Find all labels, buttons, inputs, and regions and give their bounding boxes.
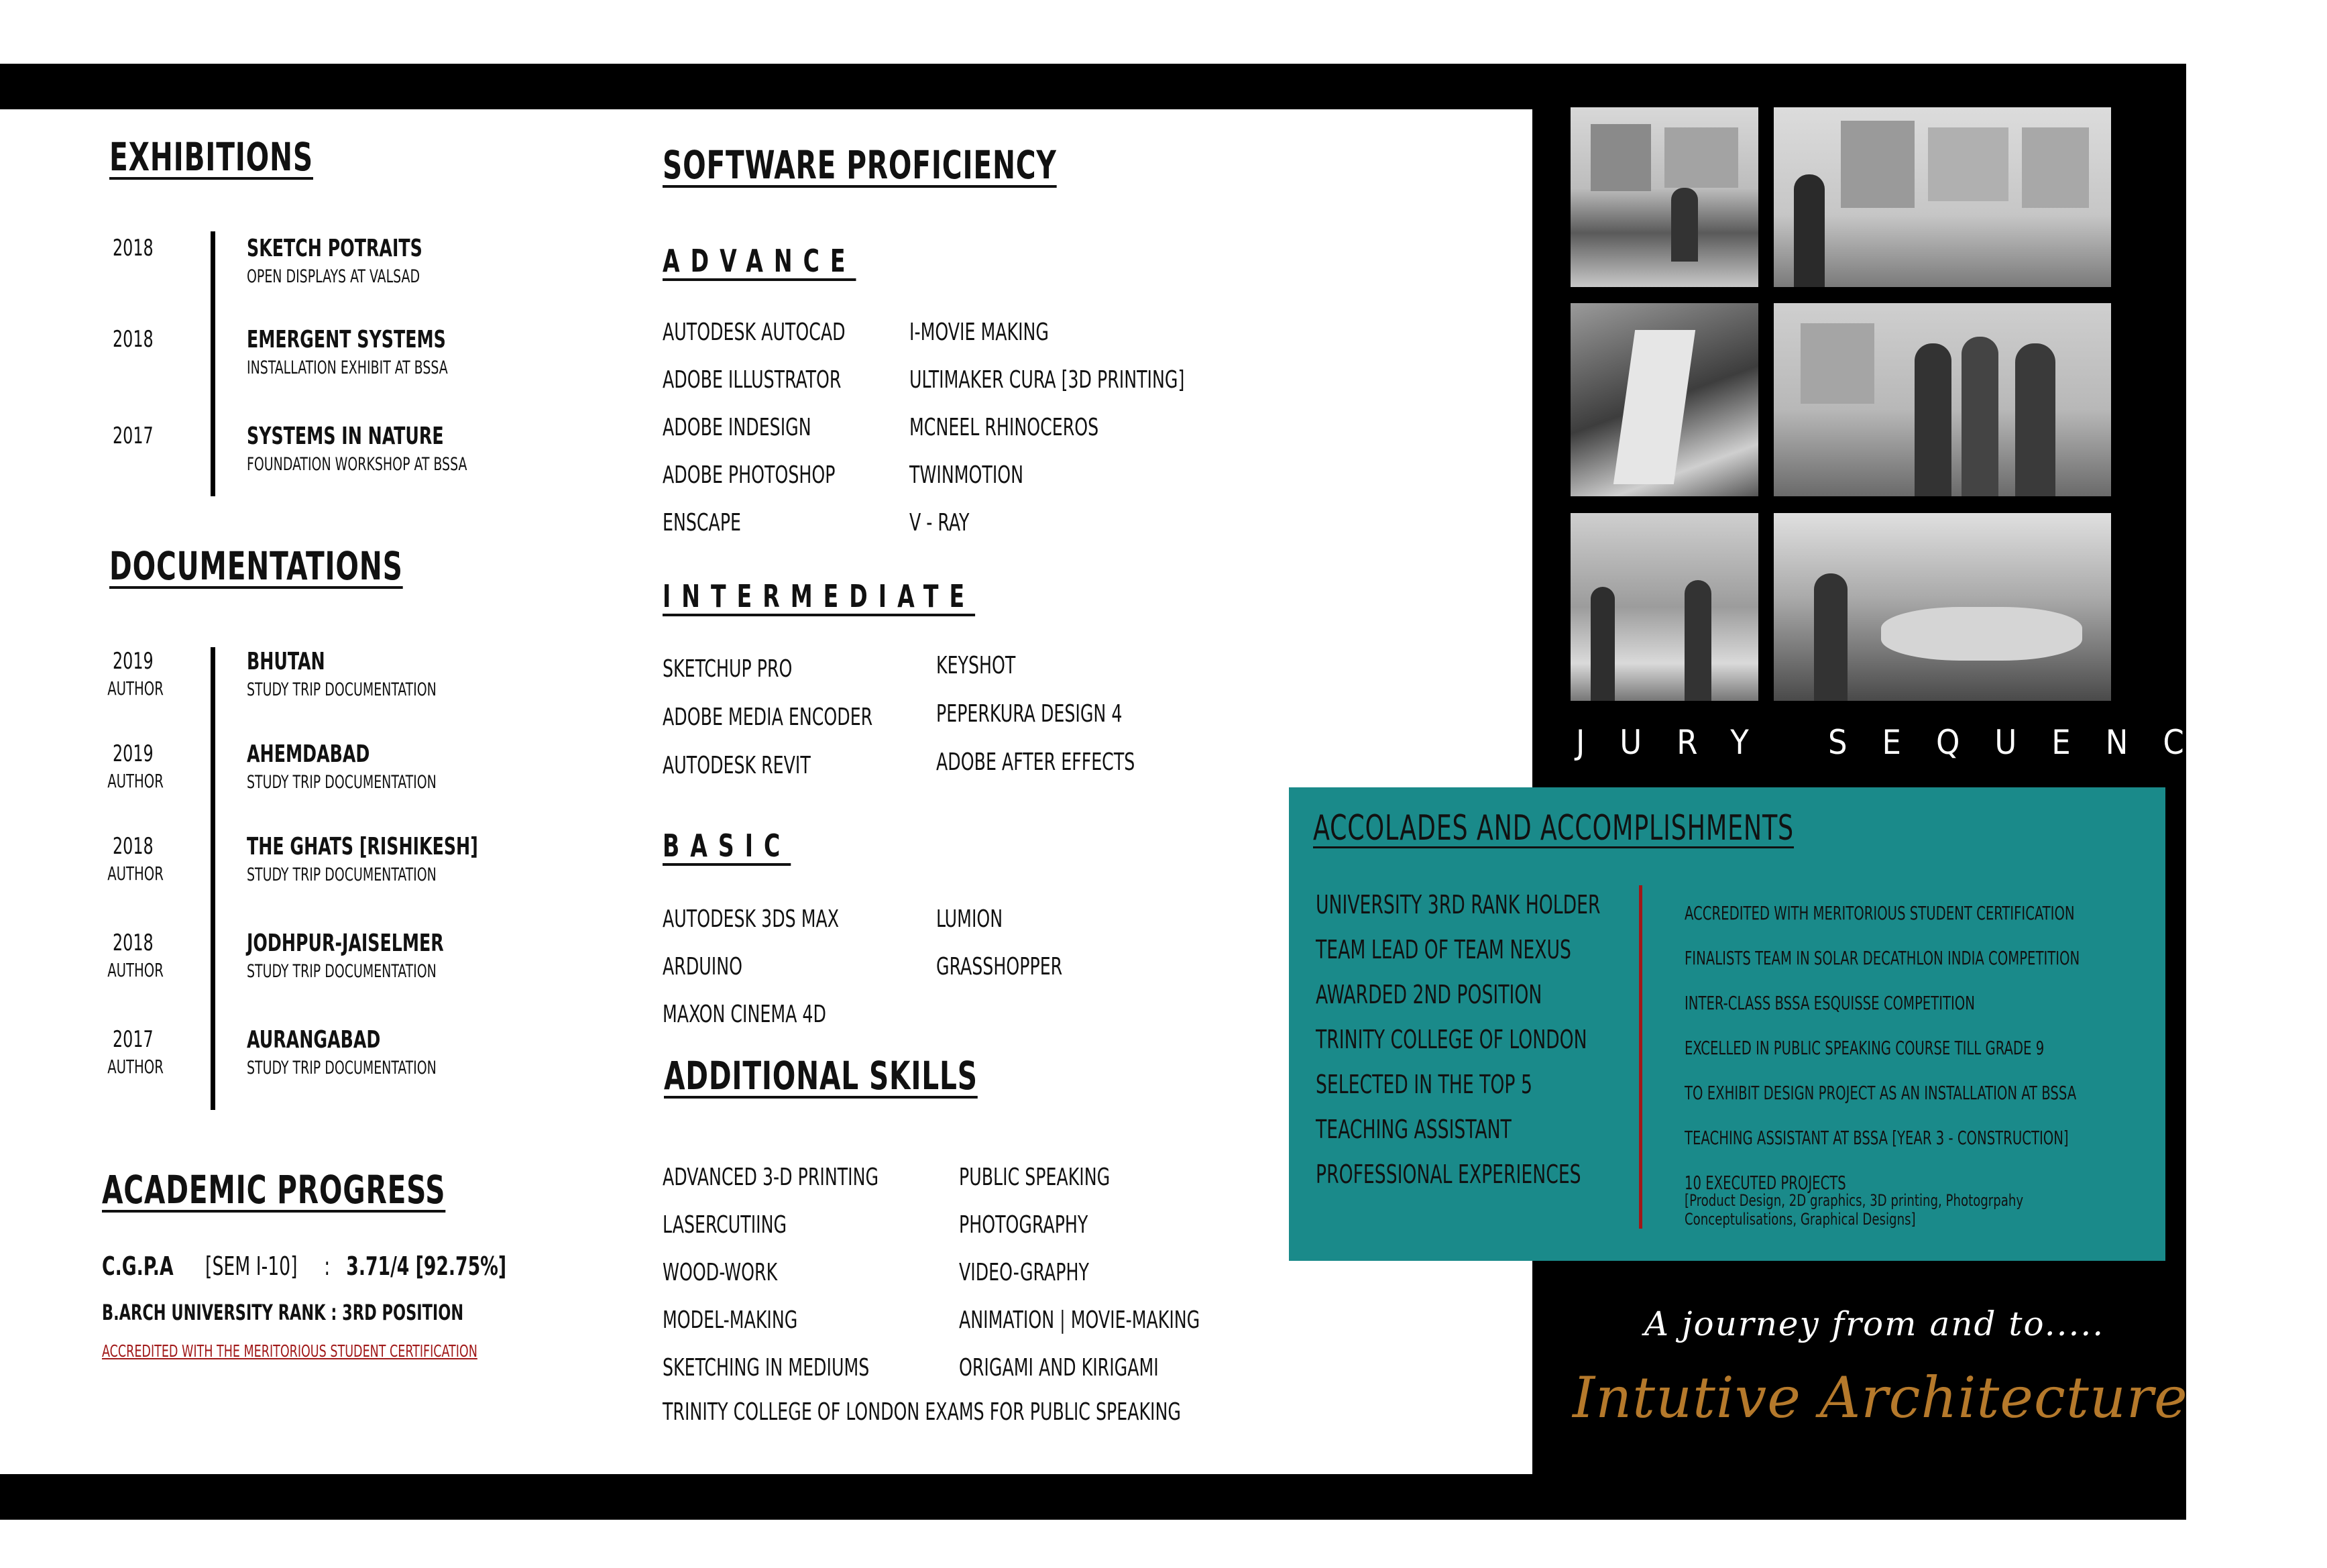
documentation-title: BHUTAN	[247, 648, 325, 675]
documentation-subtitle: STUDY TRIP DOCUMENTATION	[247, 864, 437, 885]
accolade-title: PROFESSIONAL EXPERIENCES	[1316, 1160, 1581, 1189]
accolades-heading: ACCOLADES AND ACCOMPLISHMENTS	[1313, 808, 1795, 848]
software-item: MCNEEL RHINOCEROS	[909, 414, 1099, 441]
accolade-note-line: Conceptulisations, Graphical Designs]	[1685, 1210, 1916, 1229]
accolade-detail: 10 EXECUTED PROJECTS	[1685, 1172, 1846, 1194]
accolade-title: UNIVERSITY 3RD RANK HOLDER	[1316, 890, 1601, 919]
advance-col1	[663, 309, 897, 547]
documentation-title: AURANGABAD	[247, 1026, 381, 1054]
documentation-year	[107, 648, 164, 699]
cgpa-value: 3.71/4 [92.75%]	[346, 1251, 507, 1281]
exhibition-title: SYSTEMS IN NATURE	[247, 423, 444, 450]
exhibition-item	[247, 423, 529, 475]
software-item: V - RAY	[909, 509, 970, 537]
academic-heading: ACADEMIC PROGRESS	[102, 1167, 446, 1213]
software-item: ADOBE ILLUSTRATOR	[663, 366, 842, 394]
accolades-left	[1316, 883, 1681, 1197]
software-item: TWINMOTION	[909, 461, 1024, 489]
advance-label: ADVANCE	[663, 243, 856, 279]
exhibition-title: SKETCH POTRAITS	[247, 235, 422, 262]
jury-photo	[1774, 107, 2111, 287]
doc-year: 2018	[113, 930, 154, 956]
exhibition-year: 2018	[113, 235, 154, 262]
accolade-title: AWARDED 2ND POSITION	[1316, 980, 1542, 1009]
documentation-title: AHEMDABAD	[247, 740, 370, 768]
software-item: ADOBE PHOTOSHOP	[663, 461, 836, 489]
accolade-detail: INTER-CLASS BSSA ESQUISSE COMPETITION	[1685, 992, 1975, 1014]
accolade-detail: ACCREDITED WITH MERITORIOUS STUDENT CERTIFICATION	[1685, 902, 2075, 924]
doc-role: AUTHOR	[107, 862, 164, 885]
jury-photo	[1571, 303, 1758, 496]
jury-photo	[1571, 107, 1758, 287]
software-heading: SOFTWARE PROFICIENCY	[663, 142, 1057, 188]
accolade-title: TEAM LEAD OF TEAM NEXUS	[1316, 935, 1571, 964]
additional-heading: ADDITIONAL SKILLS	[664, 1053, 978, 1099]
basic-label: BASIC	[663, 828, 791, 864]
documentation-item	[247, 740, 490, 793]
intermediate-label: INTERMEDIATE	[663, 578, 976, 614]
jury-photo	[1774, 513, 2111, 701]
jury-caption: JURY SEQUENCES	[1576, 723, 2327, 762]
skill-item: PHOTOGRAPHY	[959, 1211, 1088, 1239]
accolade-title: TEACHING ASSISTANT	[1316, 1115, 1512, 1144]
doc-year: 2019	[113, 740, 154, 767]
documentations-heading: DOCUMENTATIONS	[109, 543, 403, 589]
accolade-detail: EXCELLED IN PUBLIC SPEAKING COURSE TILL GRADE 9	[1685, 1037, 2045, 1059]
accolade-note-line: [Product Design, 2D graphics, 3D printing, Photogrpahy	[1685, 1191, 2024, 1210]
software-item: MAXON CINEMA 4D	[663, 1001, 826, 1028]
documentation-subtitle: STUDY TRIP DOCUMENTATION	[247, 679, 437, 700]
basic-col2	[936, 895, 1098, 991]
accolade-note	[1685, 1191, 2023, 1229]
exhibition-year: 2017	[113, 423, 154, 449]
software-item: LUMION	[936, 905, 1003, 933]
software-item: AUTODESK AUTOCAD	[663, 319, 846, 346]
intermediate-col1	[663, 645, 932, 790]
doc-year: 2019	[113, 648, 154, 675]
doc-role: AUTHOR	[107, 959, 164, 981]
documentation-title: JODHPUR-JAISELMER	[247, 930, 444, 957]
accolade-detail: FINALISTS TEAM IN SOLAR DECATHLON INDIA COMPETITION	[1685, 947, 2080, 969]
software-item: KEYSHOT	[936, 652, 1016, 679]
skill-item: MODEL-MAKING	[663, 1306, 798, 1334]
documentation-title: THE GHATS [RISHIKESH]	[247, 833, 478, 860]
jury-photo	[1571, 513, 1758, 701]
software-item: PEPERKURA DESIGN 4	[936, 700, 1123, 728]
exhibition-item	[247, 326, 504, 378]
documentation-year	[107, 930, 164, 981]
documentation-year	[107, 1026, 164, 1078]
documentation-subtitle: STUDY TRIP DOCUMENTATION	[247, 772, 437, 793]
cgpa-sep: :	[324, 1251, 331, 1281]
doc-year: 2018	[113, 833, 154, 860]
exhibition-subtitle: INSTALLATION EXHIBIT AT BSSA	[247, 357, 448, 378]
exhibition-subtitle: FOUNDATION WORKSHOP AT BSSA	[247, 454, 467, 475]
accolade-detail: TEACHING ASSISTANT AT BSSA [YEAR 3 - CONSTRUCTION]	[1685, 1127, 2069, 1149]
advance-col2	[909, 309, 1262, 547]
accredited-note: ACCREDITED WITH THE MERITORIOUS STUDENT CERTIFICATION	[102, 1341, 477, 1361]
additional-col1	[663, 1154, 940, 1392]
additional-footer: TRINITY COLLEGE OF LONDON EXAMS FOR PUBLIC SPEAKING	[663, 1398, 1181, 1426]
jury-photo	[1774, 303, 2111, 496]
exhibitions-timeline	[211, 231, 215, 496]
university-rank: B.ARCH UNIVERSITY RANK : 3RD POSITION	[102, 1300, 464, 1325]
accolades-right	[1685, 891, 2191, 1205]
doc-year: 2017	[113, 1026, 154, 1053]
software-item: SKETCHUP PRO	[663, 655, 793, 683]
tagline-line2: Intutive Architecture	[1573, 1365, 2188, 1431]
doc-role: AUTHOR	[107, 770, 164, 792]
software-item: ULTIMAKER CURA [3D PRINTING]	[909, 366, 1185, 394]
documentation-subtitle: STUDY TRIP DOCUMENTATION	[247, 961, 437, 982]
cgpa-label: C.G.P.A	[102, 1251, 174, 1281]
cgpa-row	[102, 1251, 506, 1281]
exhibition-year: 2018	[113, 326, 154, 353]
doc-role: AUTHOR	[107, 677, 164, 699]
software-item: ADOBE AFTER EFFECTS	[936, 748, 1135, 776]
skill-item: ADVANCED 3-D PRINTING	[663, 1164, 879, 1191]
documentation-item	[247, 1026, 490, 1078]
exhibition-item	[247, 235, 472, 287]
software-item: GRASSHOPPER	[936, 953, 1063, 981]
software-item: ENSCAPE	[663, 509, 742, 537]
software-item: ARDUINO	[663, 953, 742, 981]
software-item: ADOBE MEDIA ENCODER	[663, 704, 873, 731]
documentation-subtitle: STUDY TRIP DOCUMENTATION	[247, 1058, 437, 1078]
tagline-line1: A journey from and to.....	[1644, 1304, 2105, 1343]
basic-col1	[663, 895, 889, 1038]
exhibitions-heading: EXHIBITIONS	[109, 134, 313, 180]
documentation-item	[247, 648, 490, 700]
documentations-timeline	[211, 647, 215, 1110]
documentation-item	[247, 833, 543, 885]
accolade-detail: TO EXHIBIT DESIGN PROJECT AS AN INSTALLATION AT BSSA	[1685, 1082, 2077, 1104]
accolade-title: TRINITY COLLEGE OF LONDON	[1316, 1025, 1587, 1054]
skill-item: SKETCHING IN MEDIUMS	[663, 1354, 870, 1382]
documentation-item	[247, 930, 500, 982]
software-item: ADOBE INDESIGN	[663, 414, 811, 441]
skill-item: VIDEO-GRAPHY	[959, 1259, 1089, 1286]
cgpa-sem: [SEM I-10]	[205, 1251, 298, 1281]
skill-item: WOOD-WORK	[663, 1259, 778, 1286]
exhibition-title: EMERGENT SYSTEMS	[247, 326, 446, 353]
exhibition-subtitle: OPEN DISPLAYS AT VALSAD	[247, 266, 420, 287]
additional-col2	[959, 1154, 1268, 1392]
doc-role: AUTHOR	[107, 1056, 164, 1078]
software-item: AUTODESK 3DS MAX	[663, 905, 840, 933]
skill-item: ANIMATION | MOVIE-MAKING	[959, 1306, 1200, 1334]
skill-item: LASERCUTIING	[663, 1211, 787, 1239]
documentation-year	[107, 740, 164, 792]
skill-item: PUBLIC SPEAKING	[959, 1164, 1111, 1191]
software-item: I-MOVIE MAKING	[909, 319, 1049, 346]
software-item: AUTODESK REVIT	[663, 752, 811, 779]
skill-item: ORIGAMI AND KIRIGAMI	[959, 1354, 1159, 1382]
documentation-year	[107, 833, 164, 885]
intermediate-col2	[936, 642, 1191, 787]
accolade-title: SELECTED IN THE TOP 5	[1316, 1070, 1532, 1099]
